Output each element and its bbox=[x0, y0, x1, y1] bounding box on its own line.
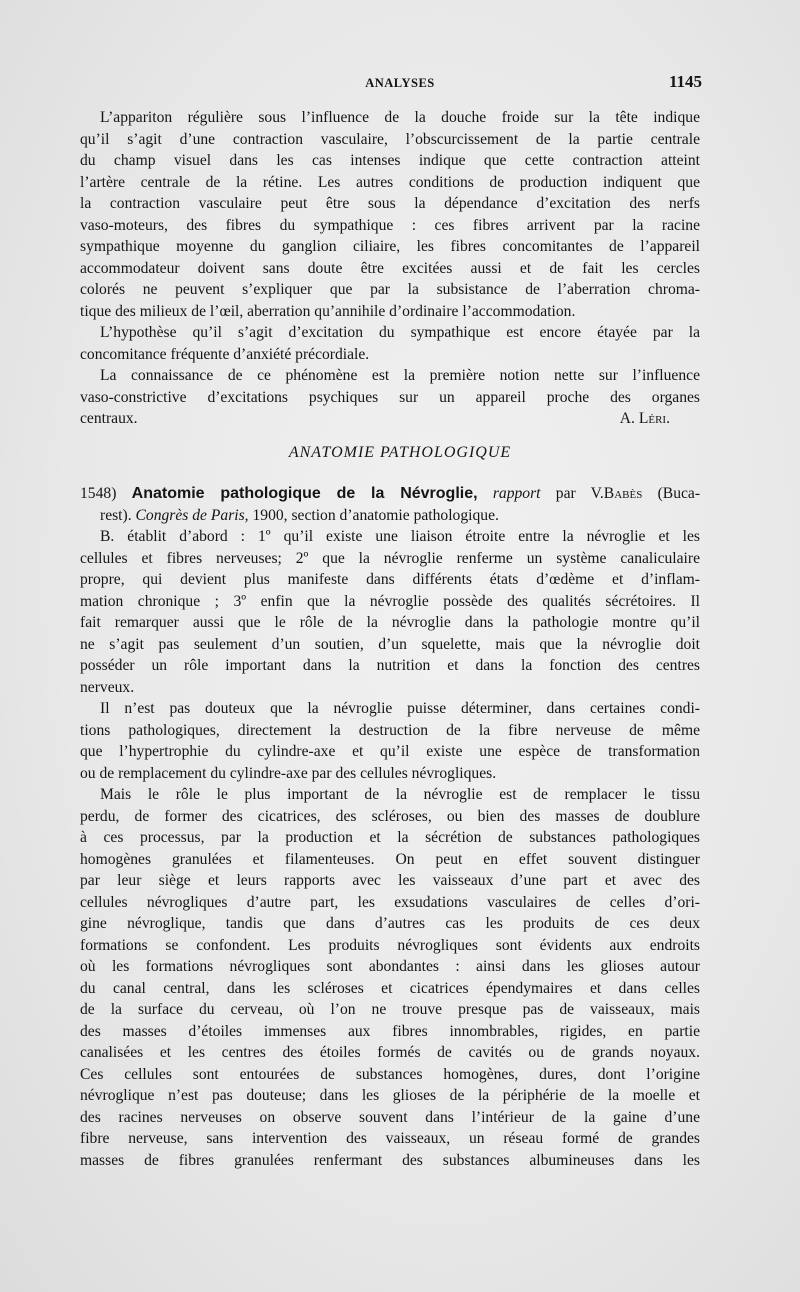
text-line: qu’il s’agit d’une contraction vasculaire, l’obscurcissement de la partie centrale bbox=[80, 130, 700, 148]
entry-report-word: rapport bbox=[492, 485, 541, 502]
text-line: des racines nerveuses on observe souvent dans l’intérieur de la gaine d’une bbox=[80, 1108, 700, 1126]
text-line: La connaissance de ce phénomène est la première notion nette sur l’influence bbox=[100, 367, 700, 384]
analysis-continuation bbox=[80, 107, 700, 430]
text-line: mation chronique ; 3º enfin que la névroglie possède des qualités sécrétoires. Il bbox=[80, 592, 700, 610]
text-line: L’hypothèse qu’il s’agit d’excitation du sympathique est encore étayée par la bbox=[100, 324, 700, 341]
text-line: Ces cellules sont entourées de substances homogènes, dures, dont l’origine bbox=[80, 1065, 700, 1083]
text-line: sympathique moyenne du ganglion ciliaire, les fibres concomitantes de l’appareil bbox=[80, 238, 700, 255]
text-line: L’appariton régulière sous l’influence de la douche froide sur la tête indique bbox=[100, 109, 700, 126]
section-title: ANATOMIE PATHOLOGIQUE bbox=[288, 444, 512, 461]
text-line: vaso-constrictive d’excitations psychiques sur un appareil proche des organes bbox=[80, 388, 700, 406]
text-line: cellules et fibres nerveuses; 2º que la névroglie renferme un système canaliculaire bbox=[80, 549, 700, 567]
signature-line bbox=[80, 408, 700, 430]
text-line: ne s’agit pas seulement d’un soutien, d’un squelette, mais que la névroglie doit bbox=[80, 635, 700, 653]
text-line: perdu, de former des cicatrices, des scléroses, ou bien des masses de doublure bbox=[80, 807, 700, 825]
entry-number: 1548) bbox=[80, 485, 117, 502]
text-line: par leur siège et leurs rapports avec les vaisseaux d’une part et avec des bbox=[80, 872, 700, 889]
text-line: fibre nerveuse, sans intervention des vaisseaux, un réseau formé de grandes bbox=[80, 1130, 700, 1147]
running-header: ANALYSES bbox=[365, 76, 435, 90]
text-line: Il n’est pas douteux que la névroglie puisse déterminer, dans certaines condi- bbox=[100, 700, 700, 717]
text-line: B. établit d’abord : 1º qu’il existe une liaison étroite entre la névroglie et les bbox=[100, 528, 700, 545]
text-line: la contraction vasculaire peut être sous la dépendance d’excitation des nerfs bbox=[80, 195, 700, 212]
text-line: du champ visuel dans les cas intenses indique que cette contraction atteint bbox=[80, 152, 700, 169]
text-line: du canal central, dans les scléroses et cicatrices épendymaires et dans celles bbox=[80, 979, 700, 997]
text-line: propre, qui devient plus manifeste dans différents états d’œdème et d’inflam- bbox=[80, 571, 700, 588]
text-line: que l’hypertrophie du cylindre-axe et qu’il existe une espèce de transformation bbox=[80, 743, 700, 760]
text-line: fait remarquer aussi que le rôle de la névroglie dans la pathologie montre qu’il bbox=[80, 614, 700, 631]
entry-par: par V. bbox=[555, 485, 604, 502]
text-line: posséder un rôle important dans la nutrition et dans la fonction des centres bbox=[80, 657, 700, 674]
entry-heading-line bbox=[80, 483, 700, 505]
text-line: formations se confondent. Les produits névrogliques sont évidents aux endroits bbox=[80, 936, 700, 954]
text-line: cellules névrogliques d’autre part, les exsudations vasculaires de celles d’ori- bbox=[80, 893, 700, 911]
text-line: canalisées et les centres des étoiles formés de cavités ou de grands noyaux. bbox=[80, 1044, 700, 1061]
entry-author: Babès bbox=[603, 485, 643, 502]
entry-city-end: rest). bbox=[100, 506, 132, 524]
entry-title: Anatomie pathologique de la Névroglie, bbox=[131, 485, 478, 502]
text-line: centraux. bbox=[80, 410, 138, 427]
text-line: où les formations névrogliques sont abondantes : ainsi dans les glioses autour bbox=[80, 958, 700, 975]
text-line: nerveux. bbox=[80, 678, 135, 696]
text-line: Mais le rôle le plus important de la névroglie est de remplacer le tissu bbox=[100, 786, 700, 803]
entry-heading-line bbox=[80, 505, 700, 527]
text-line: de la surface du cerveau, où l’on ne trouve presque pas de vaisseaux, mais bbox=[80, 1001, 700, 1018]
text-line: l’artère centrale de la rétine. Les autres conditions de production indiquent que bbox=[80, 173, 700, 191]
text-line: vaso-moteurs, des fibres du sympathique : ces fibres arrivent par la racine bbox=[80, 216, 700, 234]
text-line: ou de remplacement du cylindre-axe par des cellules névrogliques. bbox=[80, 764, 497, 782]
text-line: concomitance fréquente d’anxiété précordiale. bbox=[80, 345, 370, 363]
entry-body bbox=[80, 526, 700, 1171]
text-line: tique des milieux de l’œil, aberration qu’annihile d’ordinaire l’accommodation. bbox=[80, 302, 576, 320]
text-line: névroglique n’est pas douteuse; dans les glioses de la périphérie de la moelle et bbox=[80, 1087, 700, 1104]
signature-name: Léri. bbox=[638, 410, 670, 427]
entry-congress-rest: 1900, section d’anatomie pathologique. bbox=[252, 506, 499, 524]
text-line: masses de fibres granulées renfermant des substances albumineuses dans les bbox=[80, 1151, 700, 1169]
text-line: colorés ne peuvent s’expliquer que par la subsistance de l’aberration chroma- bbox=[80, 281, 700, 298]
text-line: gine névroglique, tandis que dans d’autres cas les produits de ces deux bbox=[80, 915, 700, 932]
entry-city: (Buca- bbox=[657, 485, 700, 502]
page-number: 1145 bbox=[668, 72, 702, 91]
entry-congress: Congrès de Paris, bbox=[135, 506, 249, 524]
signature-initial: A. bbox=[619, 410, 635, 427]
text-line: des masses d’étoiles immenses aux fibres innombrables, rigides, en partie bbox=[80, 1022, 700, 1040]
text-line: à ces processus, par la production et la sécrétion de substances pathologiques bbox=[80, 829, 700, 846]
signature bbox=[620, 408, 700, 430]
text-line: tions pathologiques, directement la destruction de la fibre nerveuse de même bbox=[80, 721, 700, 739]
text-line: accommodateur doivent sans doute être excitées aussi et de fait les cercles bbox=[80, 259, 700, 277]
text-line: homogènes granulées et filamenteuses. On peut en effet souvent distinguer bbox=[80, 850, 700, 868]
entry-heading bbox=[80, 483, 700, 526]
